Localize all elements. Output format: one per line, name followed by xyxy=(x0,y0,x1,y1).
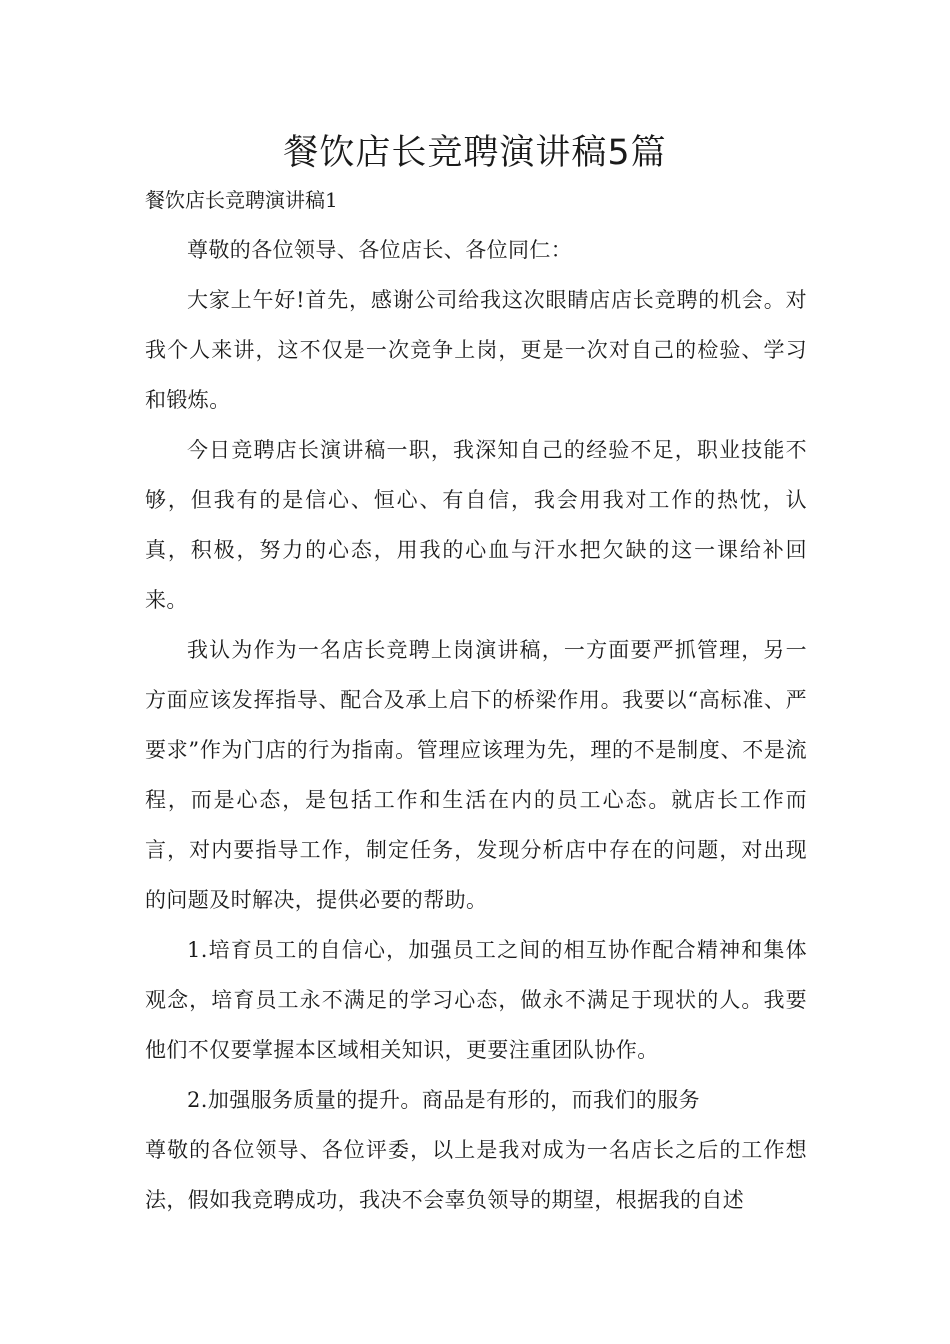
paragraph-item-1: 1.培育员工的自信心，加强员工之间的相互协作配合精神和集体观念，培育员工永不满足的学习心态，做永不满足于现状的人。我要他们不仅要掌握本区域相关知识，更要注重团队协作。 xyxy=(145,938,807,1062)
paragraph-item-2: 2.加强服务质量的提升。商品是有形的，而我们的服务 xyxy=(187,1088,701,1112)
paragraph-commitment: 今日竞聘店长演讲稿一职，我深知自己的经验不足，职业技能不够，但我有的是信心、恒心、有自信，我会用我对工作的热忱，认真，积极，努力的心态，用我的心血与汗水把欠缺的这一课给补回来。 xyxy=(145,438,807,612)
document-subtitle: 餐饮店长竞聘演讲稿1 xyxy=(145,188,338,212)
document-body xyxy=(145,225,807,1225)
paragraph-management: 我认为作为一名店长竞聘上岗演讲稿，一方面要严抓管理，另一方面应该发挥指导、配合及承上启下的桥梁作用。我要以“高标准、严要求”作为门店的行为指南。管理应该理为先，理的不是制度、不是流程，而是心态，是包括工作和生活在内的员工心态。就店长工作而言，对内要指导工作，制定任务，发现分析店中存在的问题，对出现的问题及时解决，提供必要的帮助。 xyxy=(145,638,807,912)
paragraph-closing: 尊敬的各位领导、各位评委，以上是我对成为一名店长之后的工作想法，假如我竞聘成功，我决不会辜负领导的期望，根据我的自述 xyxy=(145,1138,807,1212)
document-title: 餐饮店长竞聘演讲稿5篇 xyxy=(283,133,667,173)
paragraph-opening: 大家上午好!首先，感谢公司给我这次眼睛店店长竞聘的机会。对我个人来讲，这不仅是一次竞争上岗，更是一次对自己的检验、学习和锻炼。 xyxy=(145,288,807,412)
paragraph-greeting: 尊敬的各位领导、各位店长、各位同仁： xyxy=(187,238,573,262)
